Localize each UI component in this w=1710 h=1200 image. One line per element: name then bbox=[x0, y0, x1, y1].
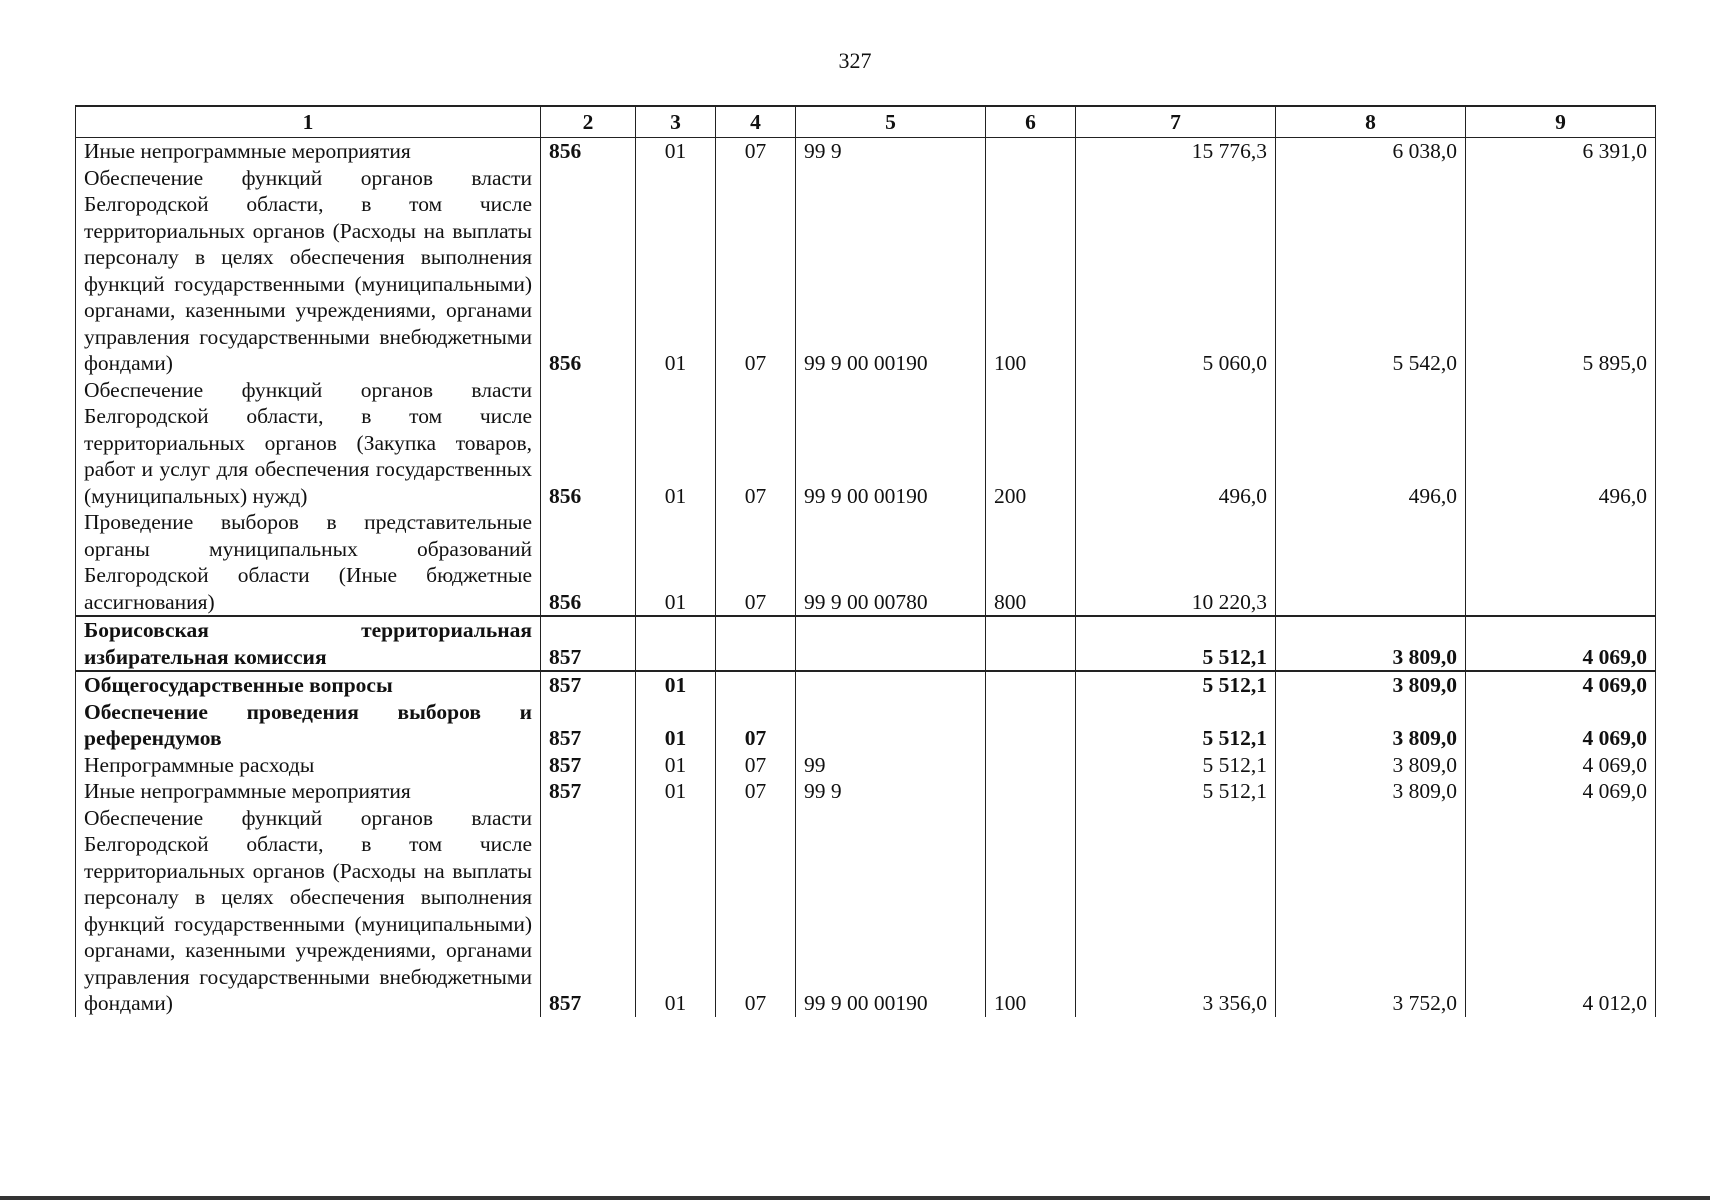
scan-edge bbox=[0, 1196, 1710, 1200]
table-row bbox=[76, 805, 1656, 1017]
row-description: Обеспечение функций органов власти Белгородской области, в том числе территориальных органов (Расходы на выплаты персоналу в целях обеспечения выполнения функций государственными (муниципальными) органами, казенными учреждениями, органами управления государственными внебюджетными фондами) bbox=[76, 805, 541, 1017]
table-row bbox=[76, 377, 1656, 510]
amount-col7: 496,0 bbox=[1076, 377, 1276, 510]
amount-col8 bbox=[1276, 509, 1466, 616]
expense-type bbox=[986, 699, 1076, 752]
admin-code: 857 bbox=[541, 752, 636, 779]
subsection-code: 07 bbox=[716, 699, 796, 752]
table-row bbox=[76, 165, 1656, 377]
target-article bbox=[796, 616, 986, 671]
expense-type: 200 bbox=[986, 377, 1076, 510]
amount-col8: 3 809,0 bbox=[1276, 699, 1466, 752]
subsection-code: 07 bbox=[716, 752, 796, 779]
subsection-code: 07 bbox=[716, 509, 796, 616]
section-code: 01 bbox=[636, 805, 716, 1017]
admin-code: 857 bbox=[541, 616, 636, 671]
amount-col7: 5 512,1 bbox=[1076, 752, 1276, 779]
table-body bbox=[76, 138, 1656, 1017]
amount-col9: 6 391,0 bbox=[1466, 138, 1656, 165]
target-article bbox=[796, 699, 986, 752]
amount-col8: 3 809,0 bbox=[1276, 671, 1466, 699]
section-code: 01 bbox=[636, 778, 716, 805]
section-code: 01 bbox=[636, 699, 716, 752]
expense-type: 800 bbox=[986, 509, 1076, 616]
row-description: Иные непрограммные мероприятия bbox=[76, 778, 541, 805]
column-header-1: 1 bbox=[76, 106, 541, 138]
admin-code: 856 bbox=[541, 165, 636, 377]
section-code: 01 bbox=[636, 165, 716, 377]
target-article: 99 9 00 00780 bbox=[796, 509, 986, 616]
amount-col8: 496,0 bbox=[1276, 377, 1466, 510]
header-row bbox=[76, 106, 1656, 138]
expense-type bbox=[986, 138, 1076, 165]
subsection-code: 07 bbox=[716, 377, 796, 510]
section-code: 01 bbox=[636, 138, 716, 165]
column-header-7: 7 bbox=[1076, 106, 1276, 138]
amount-col7: 5 060,0 bbox=[1076, 165, 1276, 377]
row-description: Обеспечение функций органов власти Белгородской области, в том числе территориальных органов (Расходы на выплаты персоналу в целях обеспечения выполнения функций государственными (муниципальными) органами, казенными учреждениями, органами управления государственными внебюджетными фондами) bbox=[76, 165, 541, 377]
subsection-code: 07 bbox=[716, 805, 796, 1017]
amount-col9: 496,0 bbox=[1466, 377, 1656, 510]
row-description: Борисовская территориальная избирательная комиссия bbox=[76, 616, 541, 671]
amount-col8: 5 542,0 bbox=[1276, 165, 1466, 377]
table-row bbox=[76, 616, 1656, 671]
admin-code: 857 bbox=[541, 805, 636, 1017]
target-article: 99 9 00 00190 bbox=[796, 805, 986, 1017]
table-row bbox=[76, 509, 1656, 616]
amount-col7: 5 512,1 bbox=[1076, 699, 1276, 752]
admin-code: 857 bbox=[541, 699, 636, 752]
target-article: 99 9 00 00190 bbox=[796, 377, 986, 510]
section-code: 01 bbox=[636, 377, 716, 510]
amount-col9: 4 069,0 bbox=[1466, 778, 1656, 805]
subsection-code: 07 bbox=[716, 138, 796, 165]
table-row bbox=[76, 138, 1656, 165]
table-row bbox=[76, 752, 1656, 779]
expense-type: 100 bbox=[986, 805, 1076, 1017]
row-description: Иные непрограммные мероприятия bbox=[76, 138, 541, 165]
amount-col9: 4 012,0 bbox=[1466, 805, 1656, 1017]
expense-type: 100 bbox=[986, 165, 1076, 377]
budget-table bbox=[75, 105, 1656, 1017]
column-header-9: 9 bbox=[1466, 106, 1656, 138]
expense-type bbox=[986, 752, 1076, 779]
target-article bbox=[796, 671, 986, 699]
amount-col8: 6 038,0 bbox=[1276, 138, 1466, 165]
table-row bbox=[76, 671, 1656, 699]
target-article: 99 9 00 00190 bbox=[796, 165, 986, 377]
admin-code: 856 bbox=[541, 138, 636, 165]
column-header-8: 8 bbox=[1276, 106, 1466, 138]
amount-col7: 15 776,3 bbox=[1076, 138, 1276, 165]
amount-col8: 3 809,0 bbox=[1276, 752, 1466, 779]
section-code bbox=[636, 616, 716, 671]
subsection-code bbox=[716, 616, 796, 671]
amount-col9: 4 069,0 bbox=[1466, 671, 1656, 699]
row-description: Непрограммные расходы bbox=[76, 752, 541, 779]
table-row bbox=[76, 699, 1656, 752]
target-article: 99 9 bbox=[796, 778, 986, 805]
amount-col8: 3 809,0 bbox=[1276, 778, 1466, 805]
column-header-4: 4 bbox=[716, 106, 796, 138]
amount-col7: 5 512,1 bbox=[1076, 671, 1276, 699]
subsection-code: 07 bbox=[716, 165, 796, 377]
expense-type bbox=[986, 616, 1076, 671]
amount-col8: 3 752,0 bbox=[1276, 805, 1466, 1017]
row-description: Проведение выборов в представительные органы муниципальных образований Белгородской области (Иные бюджетные ассигнования) bbox=[76, 509, 541, 616]
amount-col8: 3 809,0 bbox=[1276, 616, 1466, 671]
amount-col9: 4 069,0 bbox=[1466, 699, 1656, 752]
target-article: 99 9 bbox=[796, 138, 986, 165]
page-number: 327 bbox=[838, 48, 872, 73]
amount-col7: 10 220,3 bbox=[1076, 509, 1276, 616]
column-header-2: 2 bbox=[541, 106, 636, 138]
section-code: 01 bbox=[636, 752, 716, 779]
expense-type bbox=[986, 778, 1076, 805]
admin-code: 857 bbox=[541, 671, 636, 699]
row-description: Общегосударственные вопросы bbox=[76, 671, 541, 699]
target-article: 99 bbox=[796, 752, 986, 779]
admin-code: 856 bbox=[541, 509, 636, 616]
row-description: Обеспечение функций органов власти Белгородской области, в том числе территориальных органов (Закупка товаров, работ и услуг для обеспечения государственных (муниципальных) нужд) bbox=[76, 377, 541, 510]
row-description: Обеспечение проведения выборов и референдумов bbox=[76, 699, 541, 752]
amount-col9: 4 069,0 bbox=[1466, 616, 1656, 671]
subsection-code: 07 bbox=[716, 778, 796, 805]
amount-col7: 3 356,0 bbox=[1076, 805, 1276, 1017]
column-header-3: 3 bbox=[636, 106, 716, 138]
expense-type bbox=[986, 671, 1076, 699]
admin-code: 856 bbox=[541, 377, 636, 510]
column-header-6: 6 bbox=[986, 106, 1076, 138]
subsection-code bbox=[716, 671, 796, 699]
amount-col9: 5 895,0 bbox=[1466, 165, 1656, 377]
section-code: 01 bbox=[636, 509, 716, 616]
section-code: 01 bbox=[636, 671, 716, 699]
amount-col9: 4 069,0 bbox=[1466, 752, 1656, 779]
amount-col7: 5 512,1 bbox=[1076, 616, 1276, 671]
amount-col9 bbox=[1466, 509, 1656, 616]
admin-code: 857 bbox=[541, 778, 636, 805]
amount-col7: 5 512,1 bbox=[1076, 778, 1276, 805]
column-header-5: 5 bbox=[796, 106, 986, 138]
table-row bbox=[76, 778, 1656, 805]
